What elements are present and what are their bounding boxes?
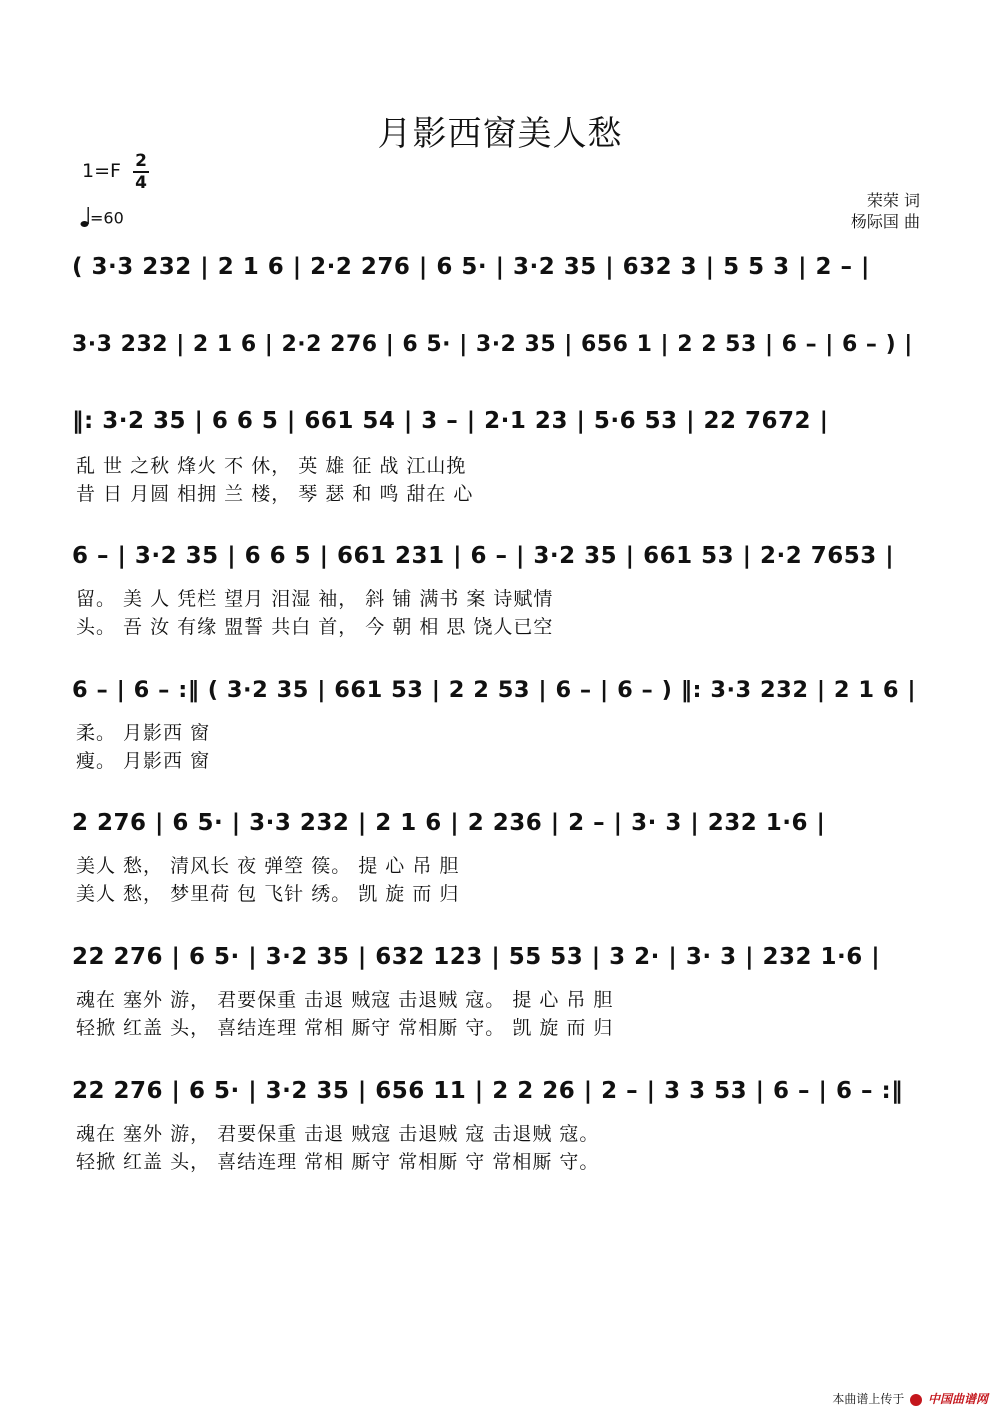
lyricist-credit: 荣荣 词 — [866, 191, 920, 210]
tempo-marking — [80, 206, 124, 232]
system-6-notation: 2 276 | 6 5· | 3·3 232 | 2 1 6 | 2 236 | 2 – | 3· 3 | 232 1·6 | — [72, 810, 826, 836]
system-7-lyrics-verse-1: 魂在 塞外 游， 君要保重 击退 贼寇 击退贼 寇。 提 心 吊 胆 — [76, 989, 614, 1011]
quarter-note-icon — [80, 206, 90, 232]
system-1-notation: ( 3·3 232 | 2 1 6 | 2·2 276 | 6 5· | 3·2 35 | 632 3 | 5 5 3 | 2 – | — [72, 254, 870, 280]
system-3-notation: ‖: 3·2 35 | 6 6 5 | 661 54 | 3 – | 2·1 23 | 5·6 53 | 22 7672 | — [72, 408, 829, 434]
time-signature-top: 2 — [135, 151, 147, 171]
system-7-lyrics-verse-2: 轻掀 红盖 头， 喜结连理 常相 厮守 常相厮 守。 凯 旋 而 归 — [76, 1017, 614, 1039]
composer-credit: 杨际国 曲 — [850, 212, 920, 231]
system-4-lyrics-verse-2: 头。 吾 汝 有缘 盟誓 共白 首， 今 朝 相 思 饶人已空 — [76, 616, 554, 638]
system-4-notation: 6 – | 3·2 35 | 6 6 5 | 661 231 | 6 – | 3·2 35 | 661 53 | 2·2 7653 | — [72, 543, 895, 569]
footer-site-link[interactable]: 中国曲谱网 — [927, 1392, 988, 1406]
system-8-notation: 22 276 | 6 5· | 3·2 35 | 656 11 | 2 2 26 | 2 – | 3 3 53 | 6 – | 6 – :‖ — [72, 1078, 904, 1104]
system-5-lyrics-verse-2: 瘦。 月影西 窗 — [76, 750, 211, 772]
system-5-lyrics-verse-1: 柔。 月影西 窗 — [76, 722, 211, 744]
system-4-lyrics-verse-1: 留。 美 人 凭栏 望月 泪湿 袖， 斜 铺 满书 案 诗赋情 — [76, 588, 554, 610]
time-signature-bottom: 4 — [135, 173, 147, 193]
system-7-notation: 22 276 | 6 5· | 3·2 35 | 632 123 | 55 53 | 3 2· | 3· 3 | 232 1·6 | — [72, 944, 881, 970]
system-5-notation: 6 – | 6 – :‖ ( 3·2 35 | 661 53 | 2 2 53 | 6 – | 6 – ) ‖: 3·3 232 | 2 1 6 | — [72, 677, 917, 703]
system-3-lyrics-verse-1: 乱 世 之秋 烽火 不 休， 英 雄 征 战 江山挽 — [76, 455, 467, 477]
system-6-lyrics-verse-1: 美人 愁， 清风长 夜 弹箜 篌。 提 心 吊 胆 — [76, 855, 460, 877]
system-6-lyrics-verse-2: 美人 愁， 梦里荷 包 飞针 绣。 凯 旋 而 归 — [76, 883, 460, 905]
system-8-lyrics-verse-2: 轻掀 红盖 头， 喜结连理 常相 厮守 常相厮 守 常相厮 守。 — [76, 1151, 600, 1173]
time-signature — [133, 152, 149, 192]
key-signature: 1=F — [82, 160, 121, 182]
footer-text: 本曲谱上传于 — [832, 1392, 905, 1406]
tempo-value: =60 — [90, 208, 124, 228]
system-3-lyrics-verse-2: 昔 日 月圆 相拥 兰 楼， 琴 瑟 和 鸣 甜在 心 — [76, 483, 474, 505]
system-8-lyrics-verse-1: 魂在 塞外 游， 君要保重 击退 贼寇 击退贼 寇 击退贼 寇。 — [76, 1123, 600, 1145]
footer — [832, 1390, 988, 1407]
page-title: 月影西窗美人愁 — [377, 114, 623, 154]
site-logo-icon — [910, 1394, 922, 1406]
system-2-notation: 3·3 232 | 2 1 6 | 2·2 276 | 6 5· | 3·2 35 | 656 1 | 2 2 53 | 6 – | 6 – ) | — [72, 332, 913, 357]
